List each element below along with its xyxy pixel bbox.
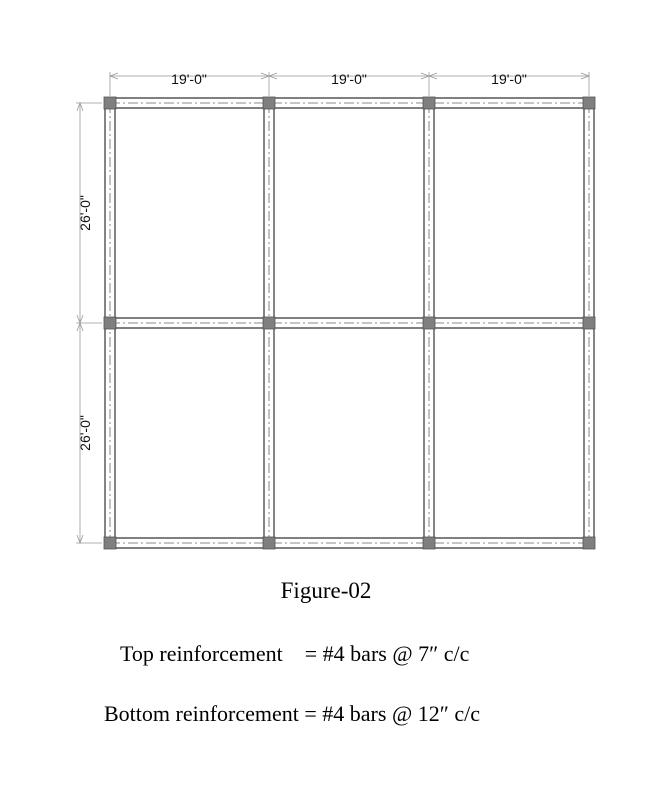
column <box>263 537 275 549</box>
column <box>104 317 116 329</box>
column <box>583 537 595 549</box>
height-label-2: 26'-0" <box>77 415 93 451</box>
column <box>104 97 116 109</box>
column <box>583 97 595 109</box>
bottom-reinforcement-note: Bottom reinforcement = #4 bars @ 12″ c/c <box>104 701 481 726</box>
height-label-1: 26'-0" <box>77 195 93 231</box>
column <box>423 537 435 549</box>
span-label-1: 19'-0" <box>171 71 207 87</box>
column <box>263 317 275 329</box>
figure-title: Figure-02 <box>280 578 372 603</box>
span-label-3: 19'-0" <box>491 71 527 87</box>
column <box>423 97 435 109</box>
beam-grid <box>105 98 594 548</box>
top-reinforcement-note: Top reinforcement = #4 bars @ 7″ c/c <box>120 641 470 666</box>
span-label-2: 19'-0" <box>331 71 367 87</box>
column <box>583 317 595 329</box>
column <box>263 97 275 109</box>
column <box>423 317 435 329</box>
dimension-lines <box>76 72 589 543</box>
column <box>104 537 116 549</box>
